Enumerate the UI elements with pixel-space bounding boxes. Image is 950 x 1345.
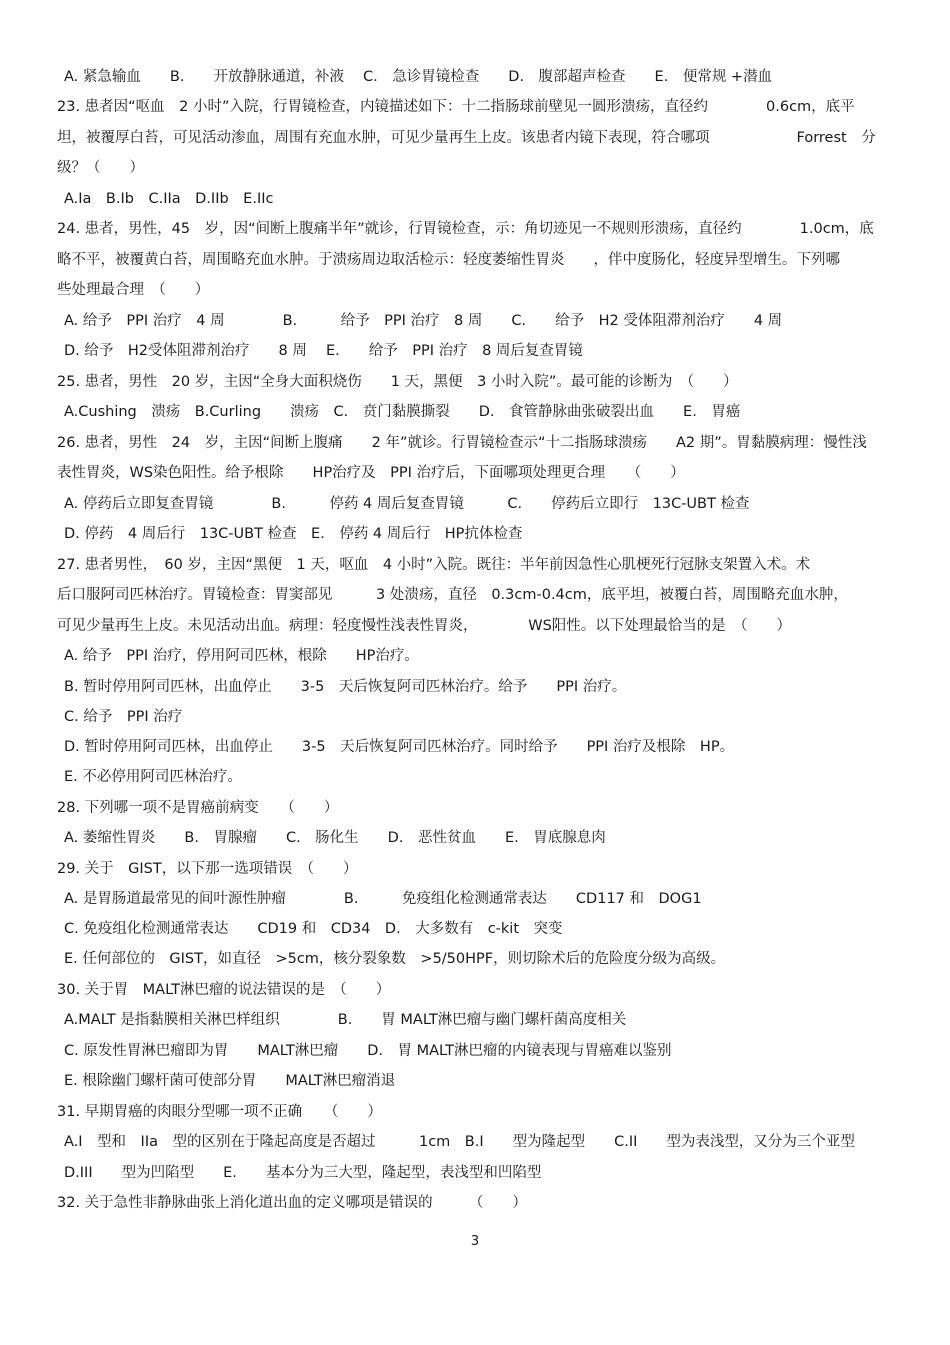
answer-options-line: A. 萎缩性胃炎 B. 胃腺瘤 C. 肠化生 D. 恶性贫血 E. 胃底腺息肉 [64,830,606,846]
question-text-line: 31. 早期胃癌的肉眼分型哪一项不正确 （ ） [57,1104,382,1120]
answer-options-line: A. 紧急输血 B. 开放静脉通道，补液 C. 急诊胃镜检查 D. 腹部超声检查 E. 便常规 +潜血 [64,69,773,85]
question-text-line: 略不平，被覆黄白苔，周围略充血水肿。于溃疡周边取活检示：轻度萎缩性胃炎 ，伴中度肠化，轻度异型增生。下列哪 [57,252,840,268]
answer-options-line: E. 根除幽门螺杆菌可使部分胃 MALT淋巴瘤消退 [64,1073,396,1089]
question-text-line: 32. 关于急性非静脉曲张上消化道出血的定义哪项是错误的 （ ） [57,1195,527,1211]
answer-options-line: C. 原发性胃淋巴瘤即为胃 MALT淋巴瘤 D. 胃 MALT淋巴瘤的内镜表现与胃癌难以鉴别 [64,1043,672,1059]
question-text-line: 24. 患者，男性，45 岁，因“间断上腹痛半年”就诊，行胃镜检查，示：角切迹见一不规则形溃疡，直径约 1.0cm，底 [57,221,874,237]
answer-options-line: A. 给予 PPI 治疗，停用阿司匹林，根除 HP治疗。 [64,648,419,664]
question-text-line: 后口服阿司匹林治疗。胃镜检查：胃窦部见 3 处溃疡，直径 0.3cm-0.4cm，底平坦，被覆白苔，周围略充血水肿， [57,587,848,603]
answer-options-line: A.I 型和 IIa 型的区别在于隆起高度是否超过 1cm B.I 型为隆起型 C.II 型为表浅型，又分为三个亚型 [64,1134,855,1150]
answer-options-line: E. 任何部位的 GIST，如直径 >5cm，核分裂象数 >5/50HPF，则切除术后的危险度分级为高级。 [64,951,726,967]
answer-options-line: A. 是胃肠道最常见的间叶源性肿瘤 B. 免疫组化检测通常表达 CD117 和 DOG1 [64,891,702,907]
question-text-line: 27. 患者男性， 60 岁，主因“黑便 1 天，呕血 4 小时”入院。既往：半年前因急性心肌梗死行冠脉支架置入术。术 [57,557,811,573]
question-text-line: 29. 关于 GIST，以下那一选项错误 （ ） [57,861,358,877]
answer-options-line: D.III 型为凹陷型 E. 基本分为三大型，隆起型，表浅型和凹陷型 [64,1165,542,1181]
question-text-line: 25. 患者，男性 20 岁，主因“全身大面积烧伤 1 天，黑便 3 小时入院”。最可能的诊断为 （ ） [57,374,738,390]
question-text-line: 28. 下列哪一项不是胃癌前病变 （ ） [57,800,339,816]
answer-options-line: A.Cushing 溃疡 B.Curling 溃疡 C. 贲门黏膜撕裂 D. 食管静脉曲张破裂出血 E. 胃癌 [64,404,741,420]
question-text-line: 些处理最合理 （ ） [57,282,210,298]
question-text-line: 26. 患者，男性 24 岁，主因“间断上腹痛 2 年”就诊。行胃镜检查示“十二指肠球溃疡 A2 期”。胃黏膜病理：慢性浅 [57,435,867,451]
question-text-line: 级？（ ） [57,160,144,176]
answer-options-line: D. 暂时停用阿司匹林，出血停止 3-5 天后恢复阿司匹林治疗。同时给予 PPI 治疗及根除 HP。 [64,739,735,755]
answer-options-line: D. 给予 H2受体阻滞剂治疗 8 周 E. 给予 PPI 治疗 8 周后复查胃镜 [64,343,583,359]
answer-options-line: D. 停药 4 周后行 13C-UBT 检查 E. 停药 4 周后行 HP抗体检查 [64,526,523,542]
answer-options-line: C. 给予 PPI 治疗 [64,709,183,725]
answer-options-line: A.Ia B.Ib C.IIa D.IIb E.IIc [64,191,274,207]
answer-options-line: A. 停药后立即复查胃镜 B. 停药 4 周后复查胃镜 C. 停药后立即行 13C-UBT 检查 [64,496,750,512]
page-number: 3 [470,1234,480,1249]
answer-options-line: B. 暂时停用阿司匹林，出血停止 3-5 天后恢复阿司匹林治疗。给予 PPI 治疗。 [64,679,627,695]
answer-options-line: C. 免疫组化检测通常表达 CD19 和 CD34 D. 大多数有 c-kit 突变 [64,921,563,937]
question-text-line: 表性胃炎，WS染色阳性。给予根除 HP治疗及 PPI 治疗后，下面哪项处理更合理 （ ） [57,465,685,481]
answer-options-line: A.MALT 是指黏膜相关淋巴样组织 B. 胃 MALT淋巴瘤与幽门螺杆菌高度相关 [64,1012,627,1028]
question-text-line: 可见少量再生上皮。未见活动出血。病理：轻度慢性浅表性胃炎， WS阳性。以下处理最恰当的是 （ ） [57,618,792,634]
question-text-line: 30. 关于胃 MALT淋巴瘤的说法错误的是 （ ） [57,982,391,998]
question-text-line: 23. 患者因“呕血 2 小时”入院，行胃镜检查，内镜描述如下：十二指肠球前壁见一圆形溃疡，直径约 0.6cm，底平 [57,99,855,115]
answer-options-line: A. 给予 PPI 治疗 4 周 B. 给予 PPI 治疗 8 周 C. 给予 H2 受体阻滞剂治疗 4 周 [64,313,783,329]
question-text-line: 坦，被覆厚白苔，可见活动渗血，周围有充血水肿，可见少量再生上皮。该患者内镜下表现，符合哪项 Forrest 分 [57,130,876,146]
answer-options-line: E. 不必停用阿司匹林治疗。 [64,769,242,785]
